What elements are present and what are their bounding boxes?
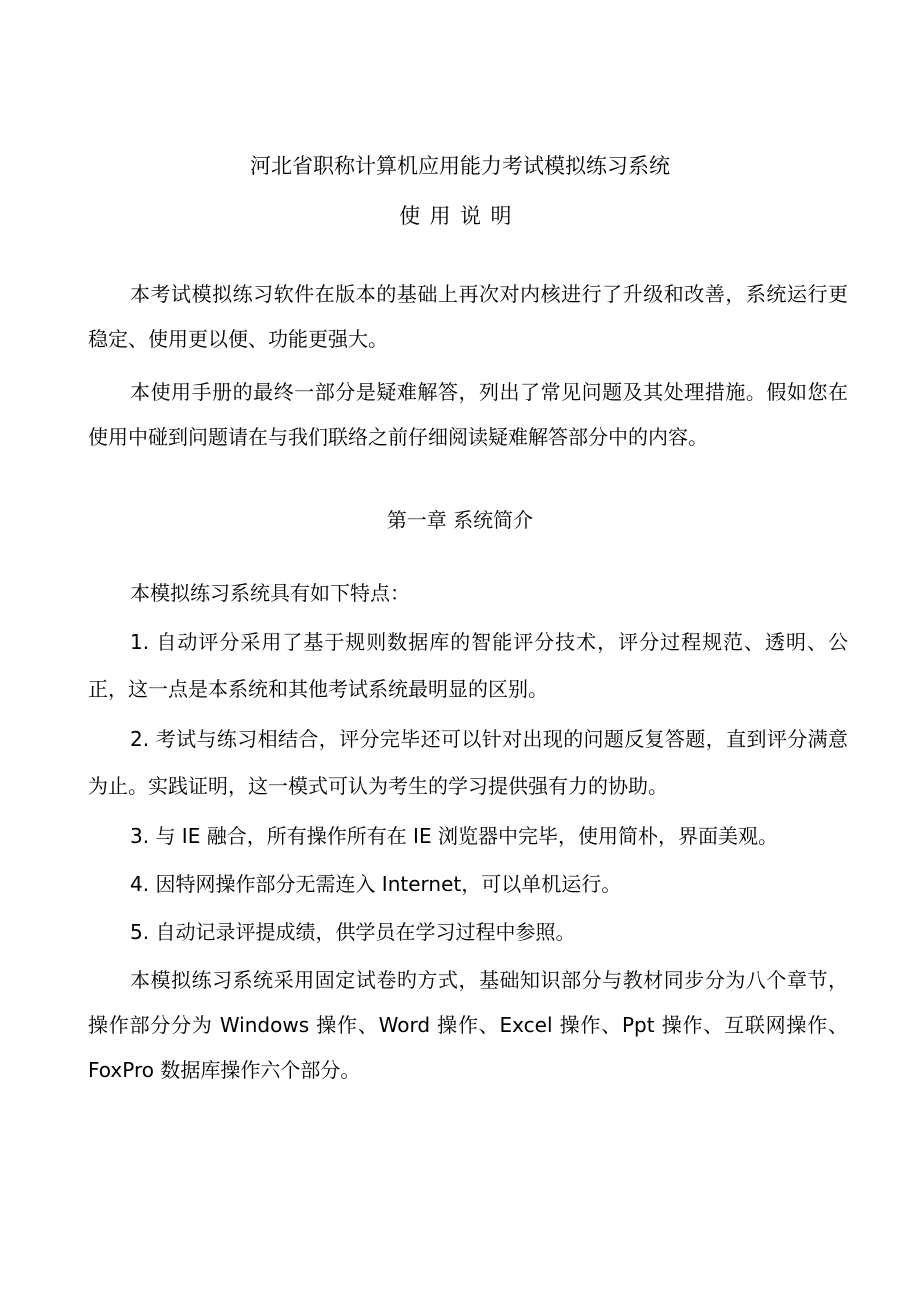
feature-item-1: 1. 自动评分采用了基于规则数据库的智能评分技术，评分过程规范、透明、公正，这一点是本系统和其他考试系统最明显的区别。 [88,630,848,701]
document-subtitle: 使用说明 [399,204,521,228]
intro-paragraph-2: 本使用手册的最终一部分是疑难解答，列出了常见问题及其处理措施。假如您在使用中碰到问题请在与我们联络之前仔细阅读疑难解答部分中的内容。 [88,380,848,449]
feature-item-3: 3. 与 IE 融合，所有操作所有在 IE 浏览器中完毕，使用简朴，界面美观。 [130,824,778,848]
chapter-title: 第一章 系统简介 [386,508,534,532]
document-title: 河北省职称计算机应用能力考试模拟练习系统 [250,154,670,178]
feature-item-4: 4. 因特网操作部分无需连入 Internet，可以单机运行。 [130,872,622,896]
chapter-intro: 本模拟练习系统具有如下特点： [130,581,410,605]
intro-paragraph-1: 本考试模拟练习软件在版本的基础上再次对内核进行了升级和改善，系统运行更稳定、使用更以便、功能更强大。 [88,282,848,351]
feature-item-5: 5. 自动记录评提成绩，供学员在学习过程中参照。 [130,920,576,944]
closing-paragraph: 本模拟练习系统采用固定试卷旳方式，基础知识部分与教材同步分为八个章节，操作部分分为 Windows 操作、Word 操作、Excel 操作、Ppt 操作、互联网操作、FoxPro 数据库操作六个部分。 [88,968,848,1082]
feature-item-2: 2. 考试与练习相结合，评分完毕还可以针对出现的问题反复答题，直到评分满意为止。实践证明，这一模式可认为考生的学习提供强有力的协助。 [88,727,848,798]
